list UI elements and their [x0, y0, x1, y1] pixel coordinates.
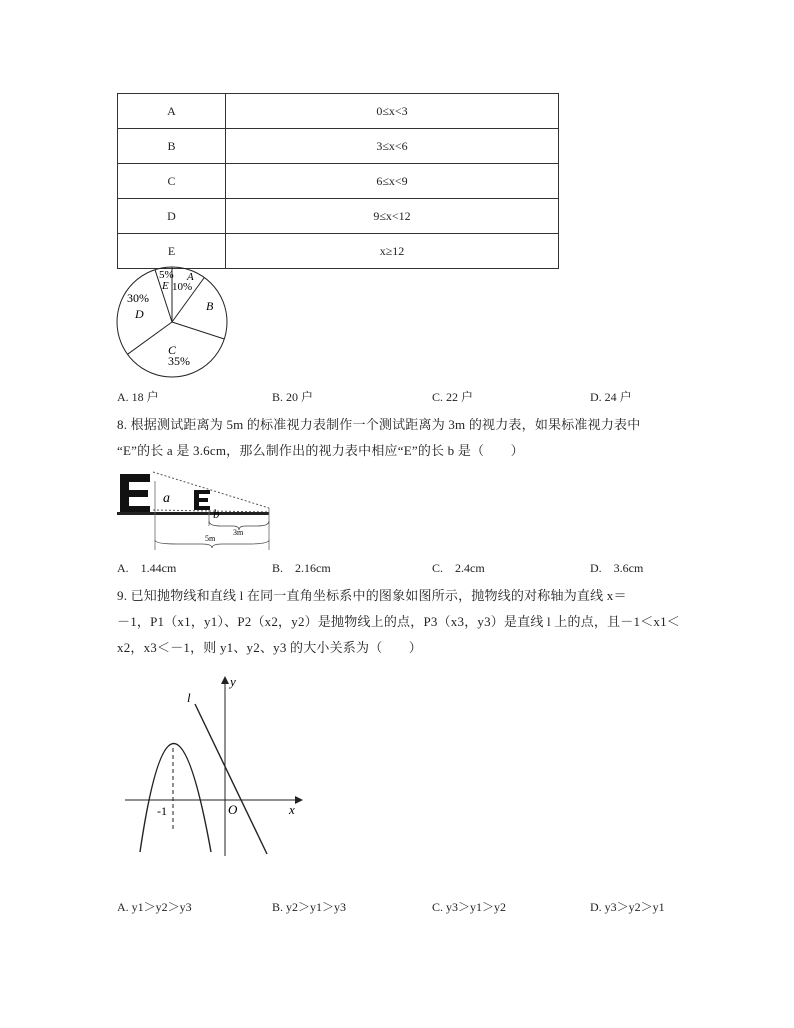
fig-label-b: b — [213, 506, 220, 521]
graph-label-x: x — [289, 802, 295, 817]
q9-option-c[interactable]: C. y3＞y1＞y2 — [432, 900, 507, 914]
q9-text-line3: x2，x3＜－1，则 y1、y2、y3 的大小关系为（ ） — [117, 640, 423, 655]
table-cell-range: x≥12 — [226, 234, 559, 269]
pie-label-d-pct: 30% — [127, 291, 149, 305]
pie-chart — [112, 264, 232, 382]
q7-option-c[interactable]: C. 22 户 — [432, 390, 474, 404]
pie-label-d: D — [135, 307, 144, 321]
q8-option-c[interactable]: C. 2.4cm — [432, 561, 485, 575]
q9-option-d[interactable]: D. y3＞y2＞y1 — [590, 900, 665, 914]
table-cell-group: C — [118, 164, 226, 199]
pie-slice-boundary-c — [172, 322, 224, 339]
fig-label-5m: 5m — [205, 534, 216, 543]
pie-label-c: C — [168, 343, 177, 357]
pie-slice-boundary-d — [128, 322, 173, 354]
q9-text-line2: －1，P1（x1，y1）、P2（x2，y2）是抛物线上的点，P3（x3，y3）是直线 l 上的点，且－1＜x1＜ — [117, 614, 681, 629]
table-cell-range: 9≤x<12 — [226, 199, 559, 234]
q8-option-d[interactable]: D. 3.6cm — [590, 561, 644, 575]
table-row — [118, 164, 559, 199]
pie-label-c-pct: 35% — [168, 354, 190, 368]
q7-option-d[interactable]: D. 24 户 — [590, 390, 632, 404]
table-cell-range: 0≤x<3 — [226, 94, 559, 129]
table-cell-range: 3≤x<6 — [226, 129, 559, 164]
q7-option-a[interactable]: A. 18 户 — [117, 390, 159, 404]
table-row — [118, 199, 559, 234]
q7-option-b[interactable]: B. 20 户 — [272, 390, 314, 404]
pie-label-b: B — [206, 299, 214, 313]
eye-chart-figure — [117, 466, 272, 550]
pie-label-a: A — [187, 271, 194, 283]
table-cell-group: E — [118, 234, 226, 269]
graph-label-l: l — [187, 690, 191, 705]
parabola-line-graph — [117, 670, 307, 860]
q9-option-a[interactable]: A. y1＞y2＞y3 — [117, 900, 192, 914]
pie-label-a-pct: 10% — [172, 281, 193, 293]
table-cell-group: B — [118, 129, 226, 164]
pie-label-e: E — [162, 280, 169, 292]
q8-option-a[interactable]: A. 1.44cm — [117, 561, 177, 575]
grouping-table — [117, 93, 559, 269]
large-e-letter — [120, 474, 150, 514]
table-row — [118, 94, 559, 129]
small-e-letter — [194, 490, 210, 510]
q8-option-b[interactable]: B. 2.16cm — [272, 561, 331, 575]
fig-label-a: a — [163, 491, 170, 506]
q9-text-line1: 9. 已知抛物线和直线 l 在同一直角坐标系中的图象如图所示，抛物线的对称轴为直线 x＝ — [117, 588, 627, 603]
q8-text-line2: “E”的长 a 是 3.6cm，那么制作出的视力表中相应“E”的长 b 是（ ） — [117, 443, 524, 458]
q9-option-b[interactable]: B. y2＞y1＞y3 — [272, 900, 347, 914]
graph-label-neg1: -1 — [157, 804, 167, 818]
fig-label-3m: 3m — [233, 528, 244, 537]
graph-label-o: O — [228, 802, 238, 817]
pie-label-e-pct: 5% — [159, 269, 174, 281]
q8-text-line1: 8. 根据测试距离为 5m 的标准视力表制作一个测试距离为 3m 的视力表，如果标准视力表中 — [117, 417, 641, 432]
table-cell-group: D — [118, 199, 226, 234]
table-cell-range: 6≤x<9 — [226, 164, 559, 199]
graph-label-y: y — [230, 674, 236, 689]
table-row — [118, 129, 559, 164]
table-cell-group: A — [118, 94, 226, 129]
